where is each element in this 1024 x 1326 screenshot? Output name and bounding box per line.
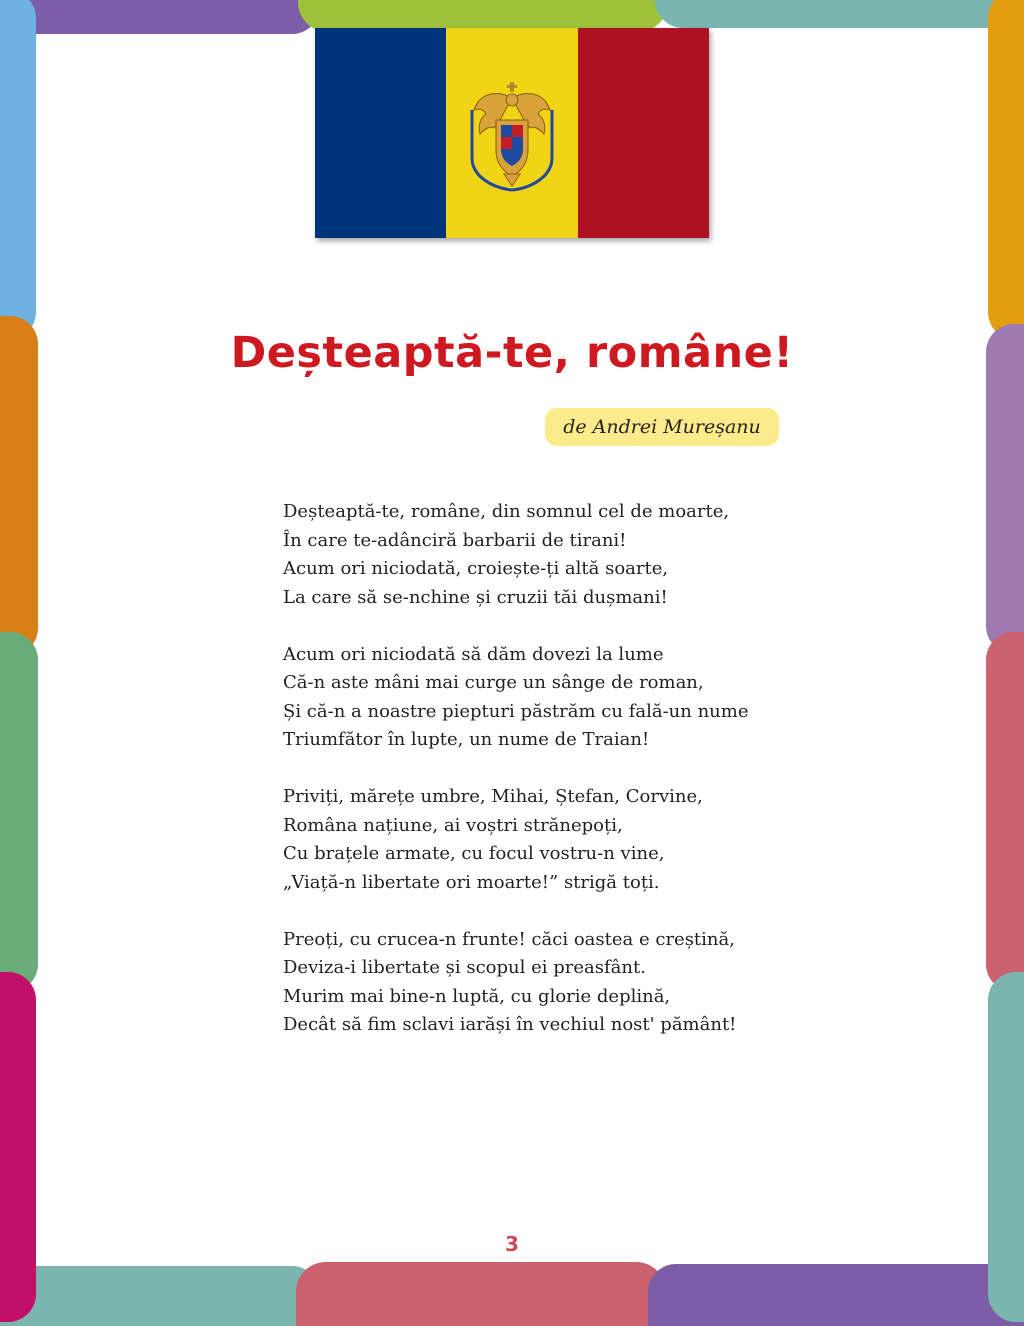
stanza [283,926,843,1040]
frame-segment [648,1264,1024,1326]
frame-segment [988,0,1024,340]
frame-segment [296,1262,666,1326]
poem-line: La care să se-nchine și cruzii tăi dușmani! [283,586,668,608]
poem-line: Murim mai bine-n luptă, cu glorie deplină, [283,985,671,1007]
page-number: 3 [505,1232,519,1256]
frame-segment [0,1266,320,1326]
flag-yellow-band [446,28,577,238]
frame-segment [0,0,36,340]
poem-line: Preoți, cu crucea-n frunte! căci oastea e creștină, [283,928,735,950]
stanza [283,498,843,612]
frame-segment [0,0,320,34]
poem-line: Și că-n a noastre piepturi păstrăm cu fală-un nume [283,700,749,722]
poem-line: Triumfător în lupte, un nume de Traian! [283,729,650,750]
poem-line: Deviza-i libertate și scopul ei preasfânt. [283,957,646,978]
poem-line: În care te-adânciră barbarii de tirani! [283,529,627,551]
stanza [283,783,843,897]
author-name: de Andrei Mureșanu [563,416,761,438]
frame-segment [986,632,1024,992]
frame-segment [655,0,1024,28]
flag-red-band [578,28,709,238]
stanza [283,641,843,755]
poem-line: Româna națiune, ai voștri strănepoți, [283,814,623,836]
flag-blue-band [315,28,446,238]
poem-line: „Viață-n libertate ori moarte!” strigă toți. [283,871,660,893]
poem-line: Cu brațele armate, cu focul vostru-n vine, [283,843,665,864]
poem-line: Acum ori niciodată să dăm dovezi la lume [283,643,664,665]
poem-line: Decât să fim sclavi iarăși în vechiul nost' pământ! [283,1014,737,1035]
frame-segment [988,972,1024,1322]
frame-segment [0,972,36,1322]
poem-title: Deșteaptă-te, române! [230,328,794,378]
poem-line: Acum ori niciodată, croiește-ți altă soarte, [283,558,669,579]
romanian-coat-of-arms-icon [470,80,554,192]
poem-body [283,498,843,1068]
romanian-flag [315,28,709,238]
poem-line: Că-n aste mâni mai curge un sânge de roman, [283,672,704,693]
frame-segment [0,632,38,992]
poem-line: Priviți, mărețe umbre, Mihai, Ștefan, Corvine, [283,786,703,807]
poem-line: Deșteaptă-te, române, din somnul cel de moarte, [283,501,730,522]
author-badge [545,408,779,446]
